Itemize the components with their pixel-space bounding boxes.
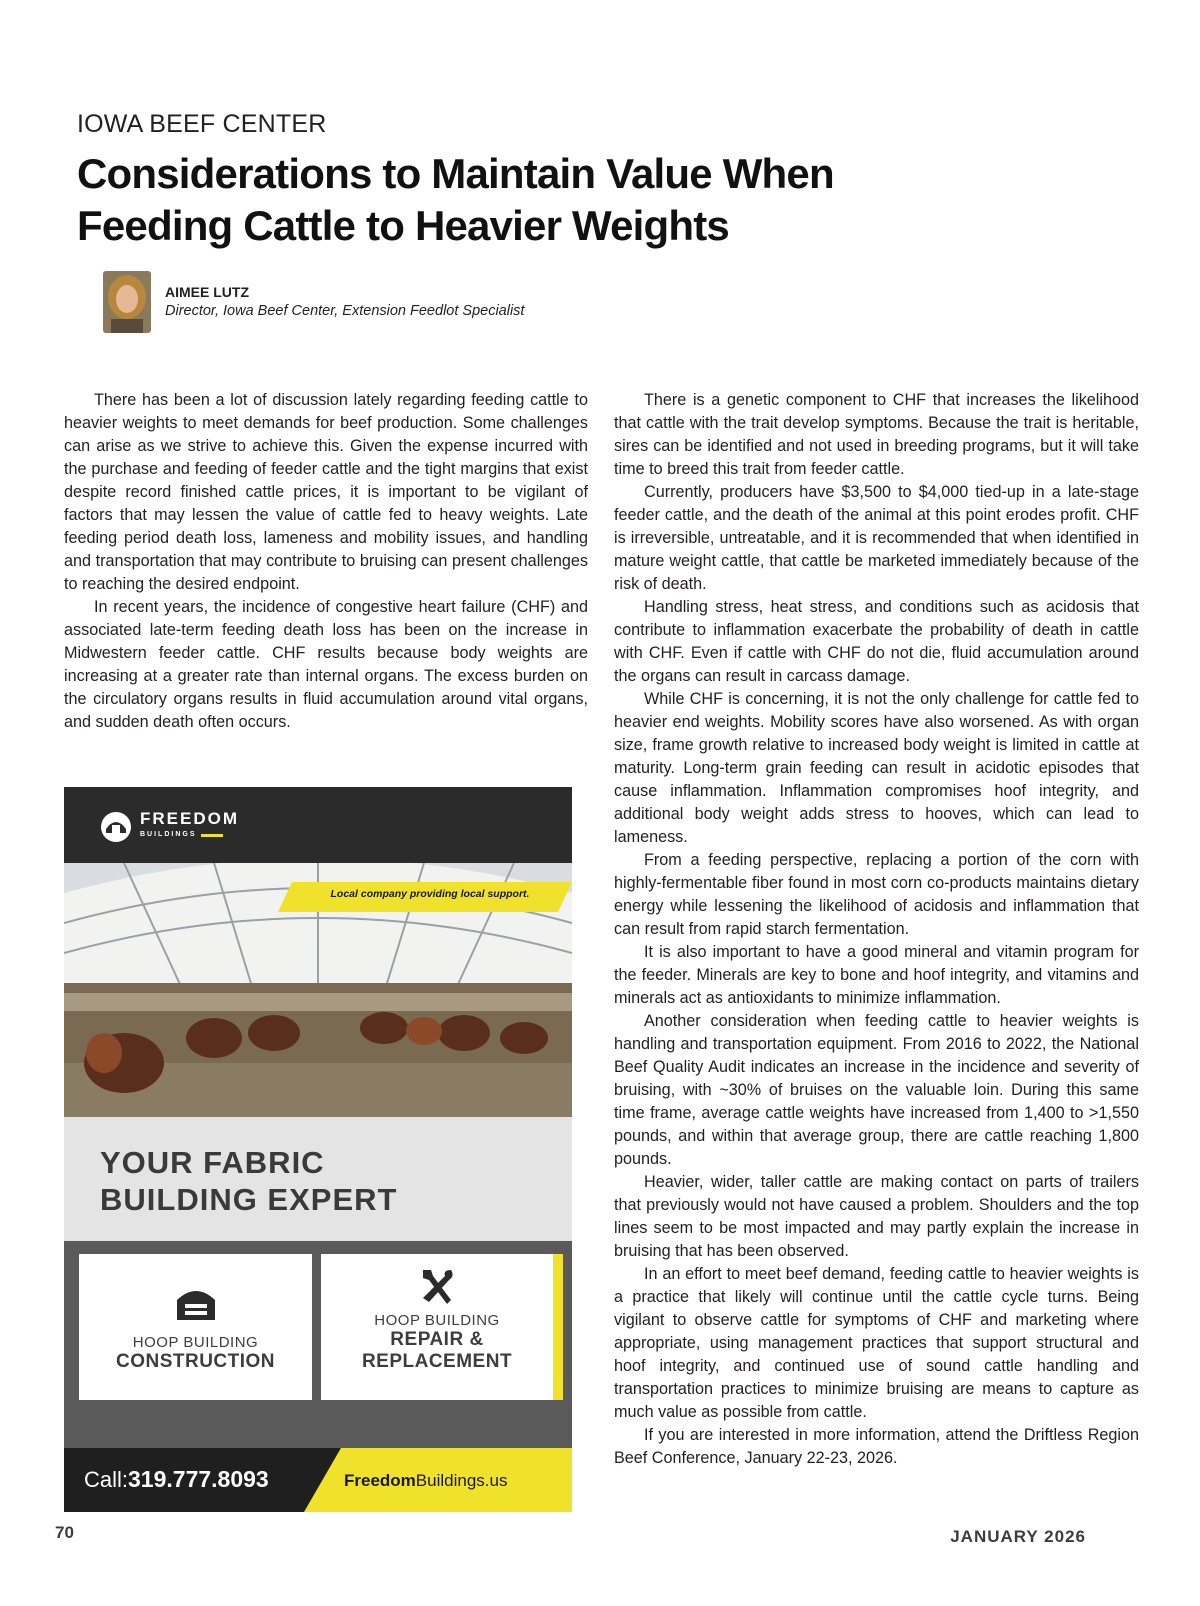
article-title: Considerations to Maintain Value When Feeding Cattle to Heavier Weights: [77, 150, 834, 249]
paragraph: Heavier, wider, taller cattle are making contact on parts of trailers that previously would not have caused a problem. Shoulders and the top lines seem to be most impacted and may partly explain the increase in bruising that has been observed.: [614, 1173, 1139, 1260]
paragraph: In an effort to meet beef demand, feeding cattle to heavier weights is a practice that likely will continue until the cattle cycle turns. Being vigilant to observe cattle for symptoms of CHF and marketing where appropriate, using management practices that support structural and hoof integrity, and continued use of sound cattle handling and transportation practices to minimize bruising are means to capture as much value as possible from cattle.: [614, 1265, 1139, 1421]
issue-date: JANUARY 2026: [950, 1527, 1086, 1546]
article-column-right: [614, 389, 1139, 1470]
paragraph: From a feeding perspective, replacing a portion of the corn with highly-fermentable fiber found in most corn co-products maintains dietary energy while lessening the likelihood of acidosis and inflammation that can result from rapid starch fermentation.: [614, 851, 1139, 938]
ad-phone[interactable]: [84, 1466, 269, 1493]
building-icon: [175, 1284, 217, 1322]
service-repair-line1: HOOP BUILDING: [374, 1312, 500, 1329]
freedom-logo-icon: [100, 811, 132, 843]
ad-headline-line1: YOUR FABRIC: [100, 1145, 325, 1180]
service-repair[interactable]: [321, 1254, 553, 1400]
author-role: Director, Iowa Beef Center, Extension Feedlot Specialist: [165, 303, 525, 319]
byline: [103, 271, 524, 333]
ad-headline-line2: BUILDING EXPERT: [100, 1182, 398, 1217]
section-label: IOWA BEEF CENTER: [77, 110, 327, 138]
paragraph: There has been a lot of discussion lately regarding feeding cattle to heavier weights to meet demands for beef production. Some challenges can arise as we strive to achieve this. Given the expense incurred with the purchase and feeding of feeder cattle and the tight margins that exist despite record finished cattle prices, it is important to be vigilant of factors that may lessen the value of cattle fed to heavy weights. Late feeding period death loss, lameness and mobility issues, and handling and transportation that may contribute to bruising can present challenges to reaching the desired endpoint.: [64, 391, 588, 593]
ad-logo: [100, 811, 239, 843]
article-column-left: [64, 389, 588, 734]
ad-tagline: Local company providing local support.: [330, 888, 530, 900]
ad-contact-bar: [64, 1448, 572, 1512]
advertisement[interactable]: [64, 787, 572, 1512]
paragraph: While CHF is concerning, it is not the only challenge for cattle fed to heavier end weights. Mobility scores have also worsened. As with organ size, frame growth relative to increased body weight is limited in cattle at maturity. Long-term grain feeding can result in acidotic episodes that cause inflammation. Inflammation compromises hoof integrity, and additional body weight adds stress to hooves, which can lead to lameness.: [614, 690, 1139, 846]
paragraph: There is a genetic component to CHF that increases the likelihood that cattle with the trait develop symptoms. Because the trait is heritable, sires can be identified and not used in breeding programs, but it will take time to breed this trait from feeder cattle.: [614, 391, 1139, 478]
tools-icon: [419, 1266, 455, 1306]
service-construction-line1: HOOP BUILDING: [132, 1334, 259, 1351]
page-number: 70: [55, 1523, 74, 1542]
paragraph: Handling stress, heat stress, and conditions such as acidosis that contribute to inflammation exacerbate the probability of death in cattle with CHF. Even if cattle with CHF do not die, fluid accumulation around the organs can result in carcass damage.: [614, 598, 1139, 685]
ad-brand-name: FREEDOM: [140, 809, 239, 828]
ad-headline: [100, 1144, 397, 1218]
paragraph: It is also important to have a good mineral and vitamin program for the feeder. Minerals are key to bone and hoof integrity, and vitamins and minerals act as antioxidants to minimize inflammation.: [614, 943, 1139, 1007]
ad-url-rest: Buildings.us: [415, 1471, 508, 1490]
paragraph: Currently, producers have $3,500 to $4,000 tied-up in a late-stage feeder cattle, and the death of the animal at this point erodes profit. CHF is irreversible, untreatable, and it is recommended that when identified in mature weight cattle, that cattle be marketed immediately because of the risk of death.: [614, 483, 1139, 593]
service-repair-line2: REPAIR &: [390, 1329, 484, 1350]
paragraph: In recent years, the incidence of congestive heart failure (CHF) and associated late-term feeding death loss has been on the increase in Midwestern feeder cattle. CHF results because body weights are increasing at a greater rate than internal organs. The excess burden on the circulatory organs results in fluid accumulation around vital organs, and sudden death often occurs.: [64, 598, 588, 731]
ad-phone-number: 319.777.8093: [128, 1466, 269, 1492]
ad-header: [64, 787, 572, 863]
service-construction-line2: CONSTRUCTION: [115, 1351, 276, 1372]
ad-brand-sub: BUILDINGS: [140, 831, 197, 838]
author-name: AIMEE LUTZ: [165, 284, 249, 300]
ad-url-bold: Freedom: [344, 1471, 416, 1490]
ad-call-label: Call:: [84, 1467, 129, 1492]
paragraph: Another consideration when feeding cattle to heavier weights is handling and transportation equipment. From 2016 to 2022, the National Beef Quality Audit indicates an increase in the incidence and severity of bruising, with ~30% of bruises on the valuable loin. During this same time frame, average cattle weights have increased from 1,400 to >1,550 pounds, and within that average group, there are cattle reaching 1,800 pounds.: [614, 1012, 1139, 1168]
author-photo: [103, 271, 151, 333]
service-construction[interactable]: [79, 1254, 312, 1400]
service-repair-line3: REPLACEMENT: [361, 1351, 513, 1372]
ad-services: [64, 1241, 572, 1448]
ad-website-link[interactable]: [344, 1471, 507, 1491]
paragraph: If you are interested in more information, attend the Driftless Region Beef Conference, January 22-23, 2026.: [614, 1426, 1139, 1467]
